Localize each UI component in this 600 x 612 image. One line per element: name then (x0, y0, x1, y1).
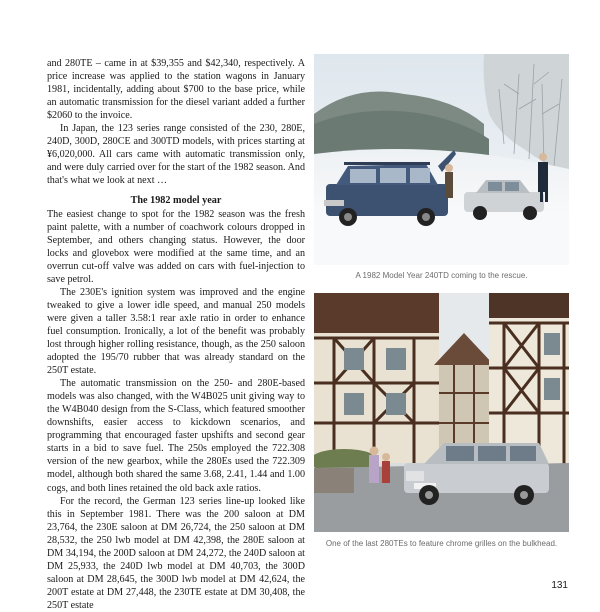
photo-caption-1: A 1982 Model Year 240TD coming to the rescue. (355, 271, 528, 280)
paragraph-5: The automatic transmission on the 250- and 280E-based models was also changed, with the W4B025 unit giving way to the W4B040 design from the S-Class, which featured smoother downshifts, easier access to kickdown scenarios, and programming that encouraged faster upshifts and second gear starts in a bid to save fuel. The 250s employed the 722.308 version of the new gearbox, while the 280Es used the 722.309 model, although both shared the same 3.68, 2.41, 1.44 and 1.00 cogs, and both lines retained the old back axle ratios. (47, 378, 305, 494)
body-text-column (47, 57, 305, 612)
snow-scene-image (314, 54, 569, 265)
paragraph-3: The easiest change to spot for the 1982 season was the fresh paint palette, with a number of coachwork colours dropped in September, and others changing status. However, the door locks and glovebox were modified at the same time, and an overrun cut-off valve was added on cars with fuel-injection to save petrol. (47, 208, 305, 285)
paragraph-4: The 230E's ignition system was improved and the engine tweaked to give a lower idle speed, and manual 250 models were given a taller 3.58:1 rear axle ratio in order to enhance fuel consumption. Ironically, a lot of the benefit was probably lost through higher rolling resistance, though, as the 250 saloon adopted the 195/70 rubber that was already standard on the 250T estate. (47, 286, 305, 377)
paragraph-1: and 280TE – came in at $39,355 and $42,340, respectively. A price increase was applied to the station wagons in January 1981, incidentally, adding about $700 to the base price, while an automatic transmission for the diesel variant added a further $2060 to the invoice. (47, 58, 305, 122)
paragraph-2: In Japan, the 123 series range consisted of the 230, 280E, 240D, 300D, 280CE and 300TD models, with prices starting at ¥6,020,000. All cars came with automatic transmission only, and were duly carried over for the start of the 1982 season. And that's what we look at next … (47, 123, 305, 187)
section-heading: The 1982 model year (130, 195, 222, 207)
photo-snow-estate (314, 54, 569, 265)
photo-village-estate (314, 293, 569, 532)
page-number: 131 (551, 580, 568, 591)
photo-caption-2: One of the last 280TEs to feature chrome grilles on the bulkhead. (325, 539, 558, 548)
village-scene-image (314, 293, 569, 532)
paragraph-6: For the record, the German 123 series line-up looked like this in September 1981. There was the 200 saloon at DM 23,764, the 230E saloon at DM 26,724, the 250 saloon at DM 28,532, the 250 lwb model at DM 42,398, the 280E saloon at DM 34,194, the 200D saloon at DM 24,272, the 240D saloon at DM 25,933, the 240D lwb model at DM 40,703, the 300D saloon at DM 28,645, the 300D lwb model at DM 42,624, the 200T estate at DM 27,448, the 230TE estate at DM 30,408, the 250T estate (47, 495, 305, 611)
